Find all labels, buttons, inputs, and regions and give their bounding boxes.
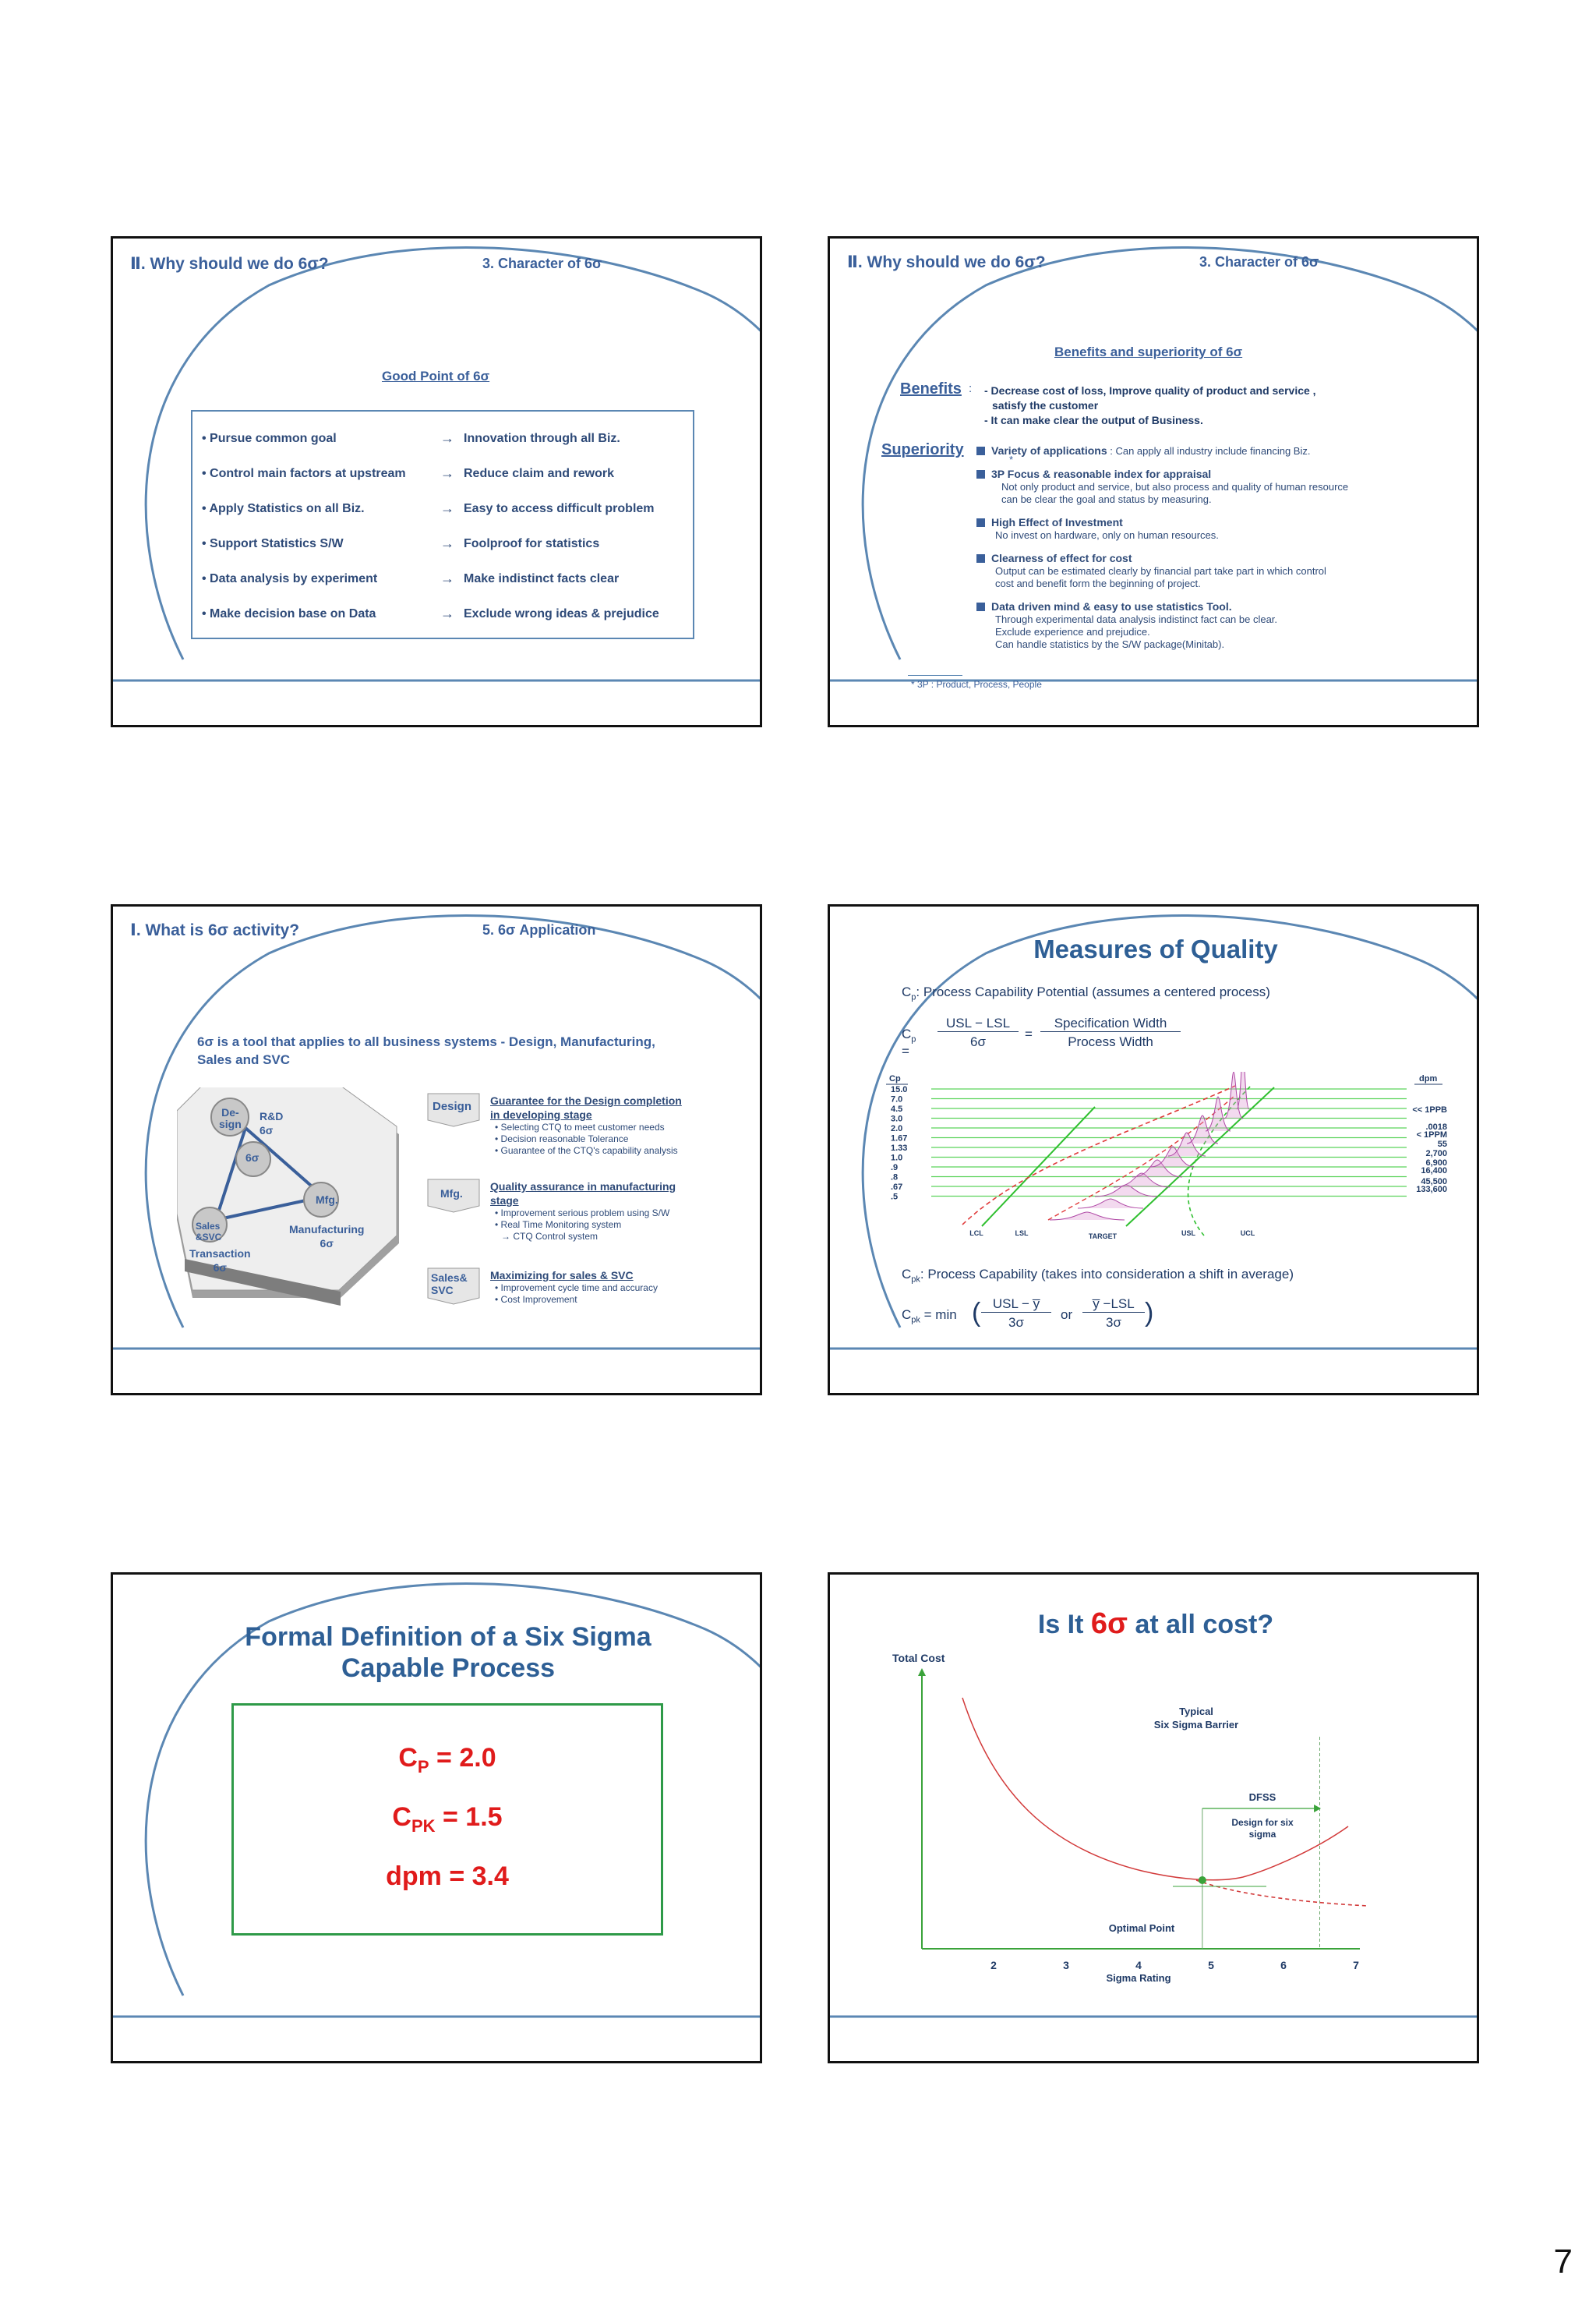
slide-measures-of-quality [828, 904, 1479, 1395]
cp-sub: p [911, 992, 916, 1002]
right-axis-label: dpm [1419, 1074, 1438, 1084]
cpk-or: or [1061, 1307, 1073, 1322]
cpk-eq: = min [923, 1307, 957, 1322]
good-point-cause: • Pursue common goal [202, 432, 337, 445]
x-tick-label: 2 [990, 1959, 997, 1971]
slide-application [111, 904, 762, 1395]
benefit-line: - Decrease cost of loss, Improve quality of product and service , [984, 384, 1316, 397]
box-title: Good Point of 6σ [382, 369, 490, 384]
x-tick-label: 4 [1135, 1959, 1142, 1971]
cp-definition [902, 985, 1270, 1002]
item-detail-line: can be clear the goal and status by measuring. [1001, 493, 1212, 505]
superiority-item [976, 516, 1460, 542]
slide-title [230, 1621, 666, 1684]
dfss-arrowhead-icon [1314, 1805, 1321, 1812]
title-pre: Is It [1037, 1610, 1091, 1639]
cp-lhs [902, 1027, 916, 1059]
good-point-effect: Foolproof for statistics [464, 537, 600, 550]
intro-line: Sales and SVC [197, 1052, 291, 1067]
square-bullet-icon [976, 518, 985, 527]
sales-node [196, 1221, 221, 1243]
good-point-cause: • Apply Statistics on all Biz. [202, 502, 365, 515]
right-tick-label: 6,900 [1425, 1158, 1447, 1168]
dfss-label: DFSS [1248, 1791, 1276, 1803]
square-bullet-icon [976, 603, 985, 611]
y-tick-label: 1.0 [891, 1153, 903, 1163]
y-tick-label: .5 [891, 1192, 899, 1202]
item-detail-line: Exclude experience and prejudice. [995, 626, 1150, 638]
sales-tag-line: Sales& [431, 1271, 468, 1284]
right-tick-label: << 1PPB [1412, 1105, 1447, 1115]
arrow-icon: → [440, 606, 454, 621]
good-point-effect: Exclude wrong ideas & prejudice [464, 607, 659, 620]
footnote: * 3P : Product, Process, People [911, 679, 1042, 690]
superiority-item [976, 552, 1460, 590]
block-title: stage [490, 1194, 519, 1207]
block-title: Maximizing for sales & SVC [490, 1269, 634, 1282]
manufacturing-text: Manufacturing [289, 1223, 365, 1236]
x-tick-label: 6 [1280, 1959, 1287, 1971]
cpk-sym: C [392, 1802, 411, 1832]
process-width: Process Width [1068, 1034, 1153, 1049]
dpm-value: dpm = 3.4 [386, 1861, 509, 1891]
block-bullet: • Cost Improvement [495, 1294, 577, 1305]
item-detail-line: Not only product and service, but also process and quality of human resource [1001, 481, 1349, 493]
distribution-curve [1078, 1199, 1143, 1208]
distribution-curve [1237, 1072, 1249, 1109]
item-title-text: Variety of applications [991, 444, 1107, 457]
manufacturing-sigma: 6σ [320, 1237, 334, 1250]
block-bullet: • Selecting CTQ to meet customer needs [495, 1122, 665, 1133]
title-line: Formal Definition of a Six Sigma [245, 1622, 651, 1652]
y-tick-label: 1.67 [891, 1133, 908, 1144]
superiority-item [976, 444, 1460, 458]
benefits-label: Benefits [900, 380, 962, 398]
process-capability-chart [869, 1072, 1461, 1259]
barrier-label: Six Sigma Barrier [1153, 1719, 1239, 1731]
sales-tag-line: SVC [431, 1284, 454, 1296]
y-tick-label: 15.0 [891, 1085, 908, 1094]
slide-header: Ⅱ. Why should we do 6σ? [847, 253, 1046, 271]
cp-sym: C [398, 1743, 418, 1773]
cpk-denominator2: 3σ [1106, 1315, 1121, 1330]
x-axis-label: USL [1181, 1229, 1195, 1237]
item-title-text: High Effect of Investment [991, 516, 1123, 529]
superiority-item-title [976, 468, 1460, 481]
slide-title: Measures of Quality [1033, 935, 1278, 963]
cost-chart [830, 1575, 1479, 2011]
section-title: 3. Character of 6σ [1199, 254, 1319, 270]
y-tick-label: 7.0 [891, 1094, 903, 1105]
x-axis-label: UCL [1240, 1229, 1255, 1237]
superiority-item-title [976, 444, 1460, 458]
slide-header: Ⅰ. What is 6σ activity? [130, 921, 300, 939]
cp-eq2: = [1025, 1027, 1033, 1041]
good-point-effect: Innovation through all Biz. [464, 432, 620, 445]
y-tick-label: .9 [891, 1163, 899, 1172]
good-point-effect: Make indistinct facts clear [464, 572, 620, 585]
y-axis-label: Cp [889, 1074, 901, 1084]
good-point-cause: • Control main factors at upstream [202, 467, 406, 480]
cp-sub: P [417, 1756, 429, 1776]
benefit-line: - It can make clear the output of Business. [984, 414, 1203, 426]
right-tick-label: .0018 [1425, 1122, 1447, 1132]
sales-text: &SVC [196, 1232, 222, 1243]
good-point-effect: Reduce claim and rework [464, 467, 614, 480]
cpk-denominator1: 3σ [1008, 1315, 1024, 1330]
transaction-label [189, 1246, 251, 1274]
application-block [490, 1179, 747, 1243]
design-node [219, 1107, 242, 1130]
good-point-effect: Easy to access difficult problem [464, 502, 655, 515]
page-number: 7 [1553, 2243, 1573, 2281]
benefit-line: satisfy the customer [992, 399, 1099, 412]
cpk-num: = 1.5 [435, 1802, 503, 1832]
item-inline-text: : Can apply all industry include financing Biz. [1107, 445, 1311, 457]
right-tick-label: < 1PPM [1416, 1130, 1447, 1140]
spec-width: Specification Width [1040, 1016, 1181, 1032]
superiority-item [976, 468, 1460, 506]
right-tick-label: 55 [1437, 1140, 1447, 1149]
cpk-lhs-sub: pk [911, 1315, 920, 1325]
item-detail-line: No invest on hardware, only on human resources. [995, 529, 1219, 541]
dfss-cost-curve [1196, 1880, 1368, 1906]
block-title: in developing stage [490, 1108, 592, 1121]
block-bullet: • Improvement serious problem using S/W [495, 1207, 670, 1218]
optimal-point-marker [1199, 1876, 1206, 1884]
item-title-text: Data driven mind & easy to use statistics Tool. [991, 600, 1232, 613]
good-point-cause: • Make decision base on Data [202, 607, 376, 620]
footnote-star: * [1009, 454, 1014, 465]
item-detail-line: Through experimental data analysis indistinct fact can be clear. [995, 613, 1278, 625]
dfss-desc: sigma [1248, 1829, 1276, 1840]
cpk-lhs-sym: C [902, 1307, 912, 1322]
mfg-tag: Mfg. [440, 1187, 463, 1200]
x-axis-label: TARGET [1088, 1232, 1118, 1240]
cpk-numerator1: USL − y̅ [981, 1296, 1051, 1313]
title-line: Capable Process [341, 1653, 556, 1683]
square-bullet-icon [976, 470, 985, 479]
block-title: Guarantee for the Design completion [490, 1094, 682, 1107]
arrow-icon: → [440, 571, 454, 586]
cp-numerator: USL − LSL [937, 1016, 1019, 1032]
barrier-label: Typical [1179, 1706, 1213, 1717]
optimal-point-label: Optimal Point [1108, 1922, 1175, 1934]
footnote-rule [908, 675, 962, 676]
square-bullet-icon [976, 554, 985, 563]
superiority-item-title [976, 600, 1460, 613]
cpk-sub: pk [911, 1274, 920, 1285]
cp-lhs-sub: p [911, 1034, 916, 1045]
sales-tag [431, 1271, 468, 1296]
cp-text: : Process Capability Potential (assumes a centered process) [916, 985, 1270, 999]
right-tick-label: 2,700 [1425, 1149, 1447, 1158]
rd-sigma: 6σ [260, 1124, 274, 1137]
item-detail-line: Can handle statistics by the S/W package(Minitab). [995, 638, 1225, 650]
application-block [490, 1094, 747, 1157]
item-detail-line: cost and benefit form the beginning of project. [995, 578, 1201, 589]
good-point-cause: • Support Statistics S/W [202, 537, 344, 550]
arrow-icon: → [440, 536, 454, 551]
benefits-title: Benefits and superiority of 6σ [1054, 345, 1243, 359]
rd-label [260, 1109, 283, 1137]
good-point-cause: • Data analysis by experiment [202, 572, 378, 585]
section-title: 3. Character of 6σ [482, 256, 602, 271]
slide-benefits [828, 236, 1479, 727]
slide-good-point [111, 236, 762, 727]
x-tick-label: 5 [1208, 1959, 1214, 1971]
y-axis-label: Total Cost [892, 1652, 945, 1664]
dfss-desc: Design for six [1231, 1817, 1294, 1828]
y-tick-label: 4.5 [891, 1105, 903, 1114]
design-tag: Design [433, 1100, 472, 1113]
cpk-numerator2: y̅ −LSL [1082, 1296, 1145, 1313]
intro-text [197, 1033, 655, 1069]
right-paren: ) [1145, 1298, 1154, 1327]
application-block [490, 1268, 747, 1306]
arrow-icon: → [440, 465, 454, 481]
superiority-label: Superiority [881, 441, 964, 458]
design-label: sign [219, 1118, 242, 1130]
cpk-lhs [902, 1307, 957, 1324]
benefits-text [984, 384, 1316, 428]
cp-num: = 2.0 [429, 1743, 496, 1773]
x-axis-label: LSL [1015, 1229, 1029, 1237]
cpk-value [234, 1802, 661, 1837]
block-bullet: • Improvement cycle time and accuracy [495, 1282, 658, 1293]
benefits-colon: : [969, 382, 973, 395]
y-tick-label: 1.33 [891, 1144, 908, 1153]
block-bullet: → CTQ Control system [501, 1231, 598, 1242]
transaction-sigma: 6σ [213, 1261, 227, 1274]
title-post: at all cost? [1128, 1610, 1274, 1639]
cp-symbol: C [902, 985, 912, 999]
superiority-item-title [976, 516, 1460, 529]
slide-header: Ⅱ. Why should we do 6σ? [130, 255, 329, 273]
cpk-sub: PK [411, 1815, 436, 1836]
y-tick-label: 3.0 [891, 1114, 903, 1124]
item-title-text: Clearness of effect for cost [991, 552, 1132, 564]
manufacturing-label [289, 1222, 364, 1250]
slide-cost-curve [828, 1572, 1479, 2063]
cp-lhs-sym: C [902, 1027, 912, 1041]
item-detail-line: Output can be estimated clearly by financial part take part in which control [995, 565, 1326, 577]
cpk-text: : Process Capability (takes into consideration a shift in average) [920, 1267, 1294, 1282]
right-tick-label: 45,500 [1421, 1177, 1447, 1186]
cpk-symbol: C [902, 1267, 912, 1282]
definition-box [231, 1703, 663, 1936]
section-title: 5. 6σ Application [482, 922, 596, 938]
arrow-icon: → [440, 500, 454, 516]
rd-text: R&D [260, 1110, 284, 1122]
x-tick-label: 3 [1063, 1959, 1069, 1971]
x-axis-label: Sigma Rating [1106, 1972, 1171, 1984]
x-axis-label: LCL [969, 1229, 983, 1237]
center-sigma: 6σ [245, 1151, 260, 1164]
cp-eq: = [902, 1044, 909, 1059]
item-title-text: 3P Focus & reasonable index for appraisal [991, 468, 1212, 480]
square-bullet-icon [976, 447, 985, 455]
y-axis-arrow-icon [918, 1668, 926, 1676]
intro-line: 6σ is a tool that applies to all business systems - Design, Manufacturing, [197, 1034, 655, 1049]
good-point-box [191, 410, 694, 639]
cp-value [234, 1743, 661, 1777]
y-tick-label: 2.0 [891, 1124, 903, 1133]
right-tick-label: 16,400 [1421, 1166, 1447, 1175]
block-title: Quality assurance in manufacturing [490, 1180, 676, 1193]
design-label: De- [221, 1106, 239, 1119]
y-tick-label: .67 [891, 1183, 903, 1192]
left-paren: ( [972, 1298, 981, 1327]
arrow-icon: → [440, 430, 454, 446]
mfg-node: Mfg. [316, 1193, 338, 1206]
distribution-curve [1050, 1212, 1125, 1220]
title-highlight: 6σ [1090, 1607, 1128, 1640]
cp-denominator: 6σ [970, 1034, 986, 1049]
sales-text: Sales [196, 1221, 221, 1232]
superiority-item-title [976, 552, 1460, 565]
x-tick-label: 7 [1353, 1959, 1359, 1971]
block-bullet: • Real Time Monitoring system [495, 1219, 622, 1230]
slide-formal-definition [111, 1572, 762, 2063]
cpk-definition [902, 1267, 1294, 1284]
right-tick-label: 133,600 [1416, 1185, 1447, 1194]
block-bullet: • Decision reasonable Tolerance [495, 1133, 629, 1144]
transaction-text: Transaction [189, 1247, 251, 1260]
superiority-item [976, 600, 1460, 651]
y-tick-label: .8 [891, 1172, 899, 1183]
block-bullet: • Guarantee of the CTQ's capability analysis [495, 1145, 678, 1156]
